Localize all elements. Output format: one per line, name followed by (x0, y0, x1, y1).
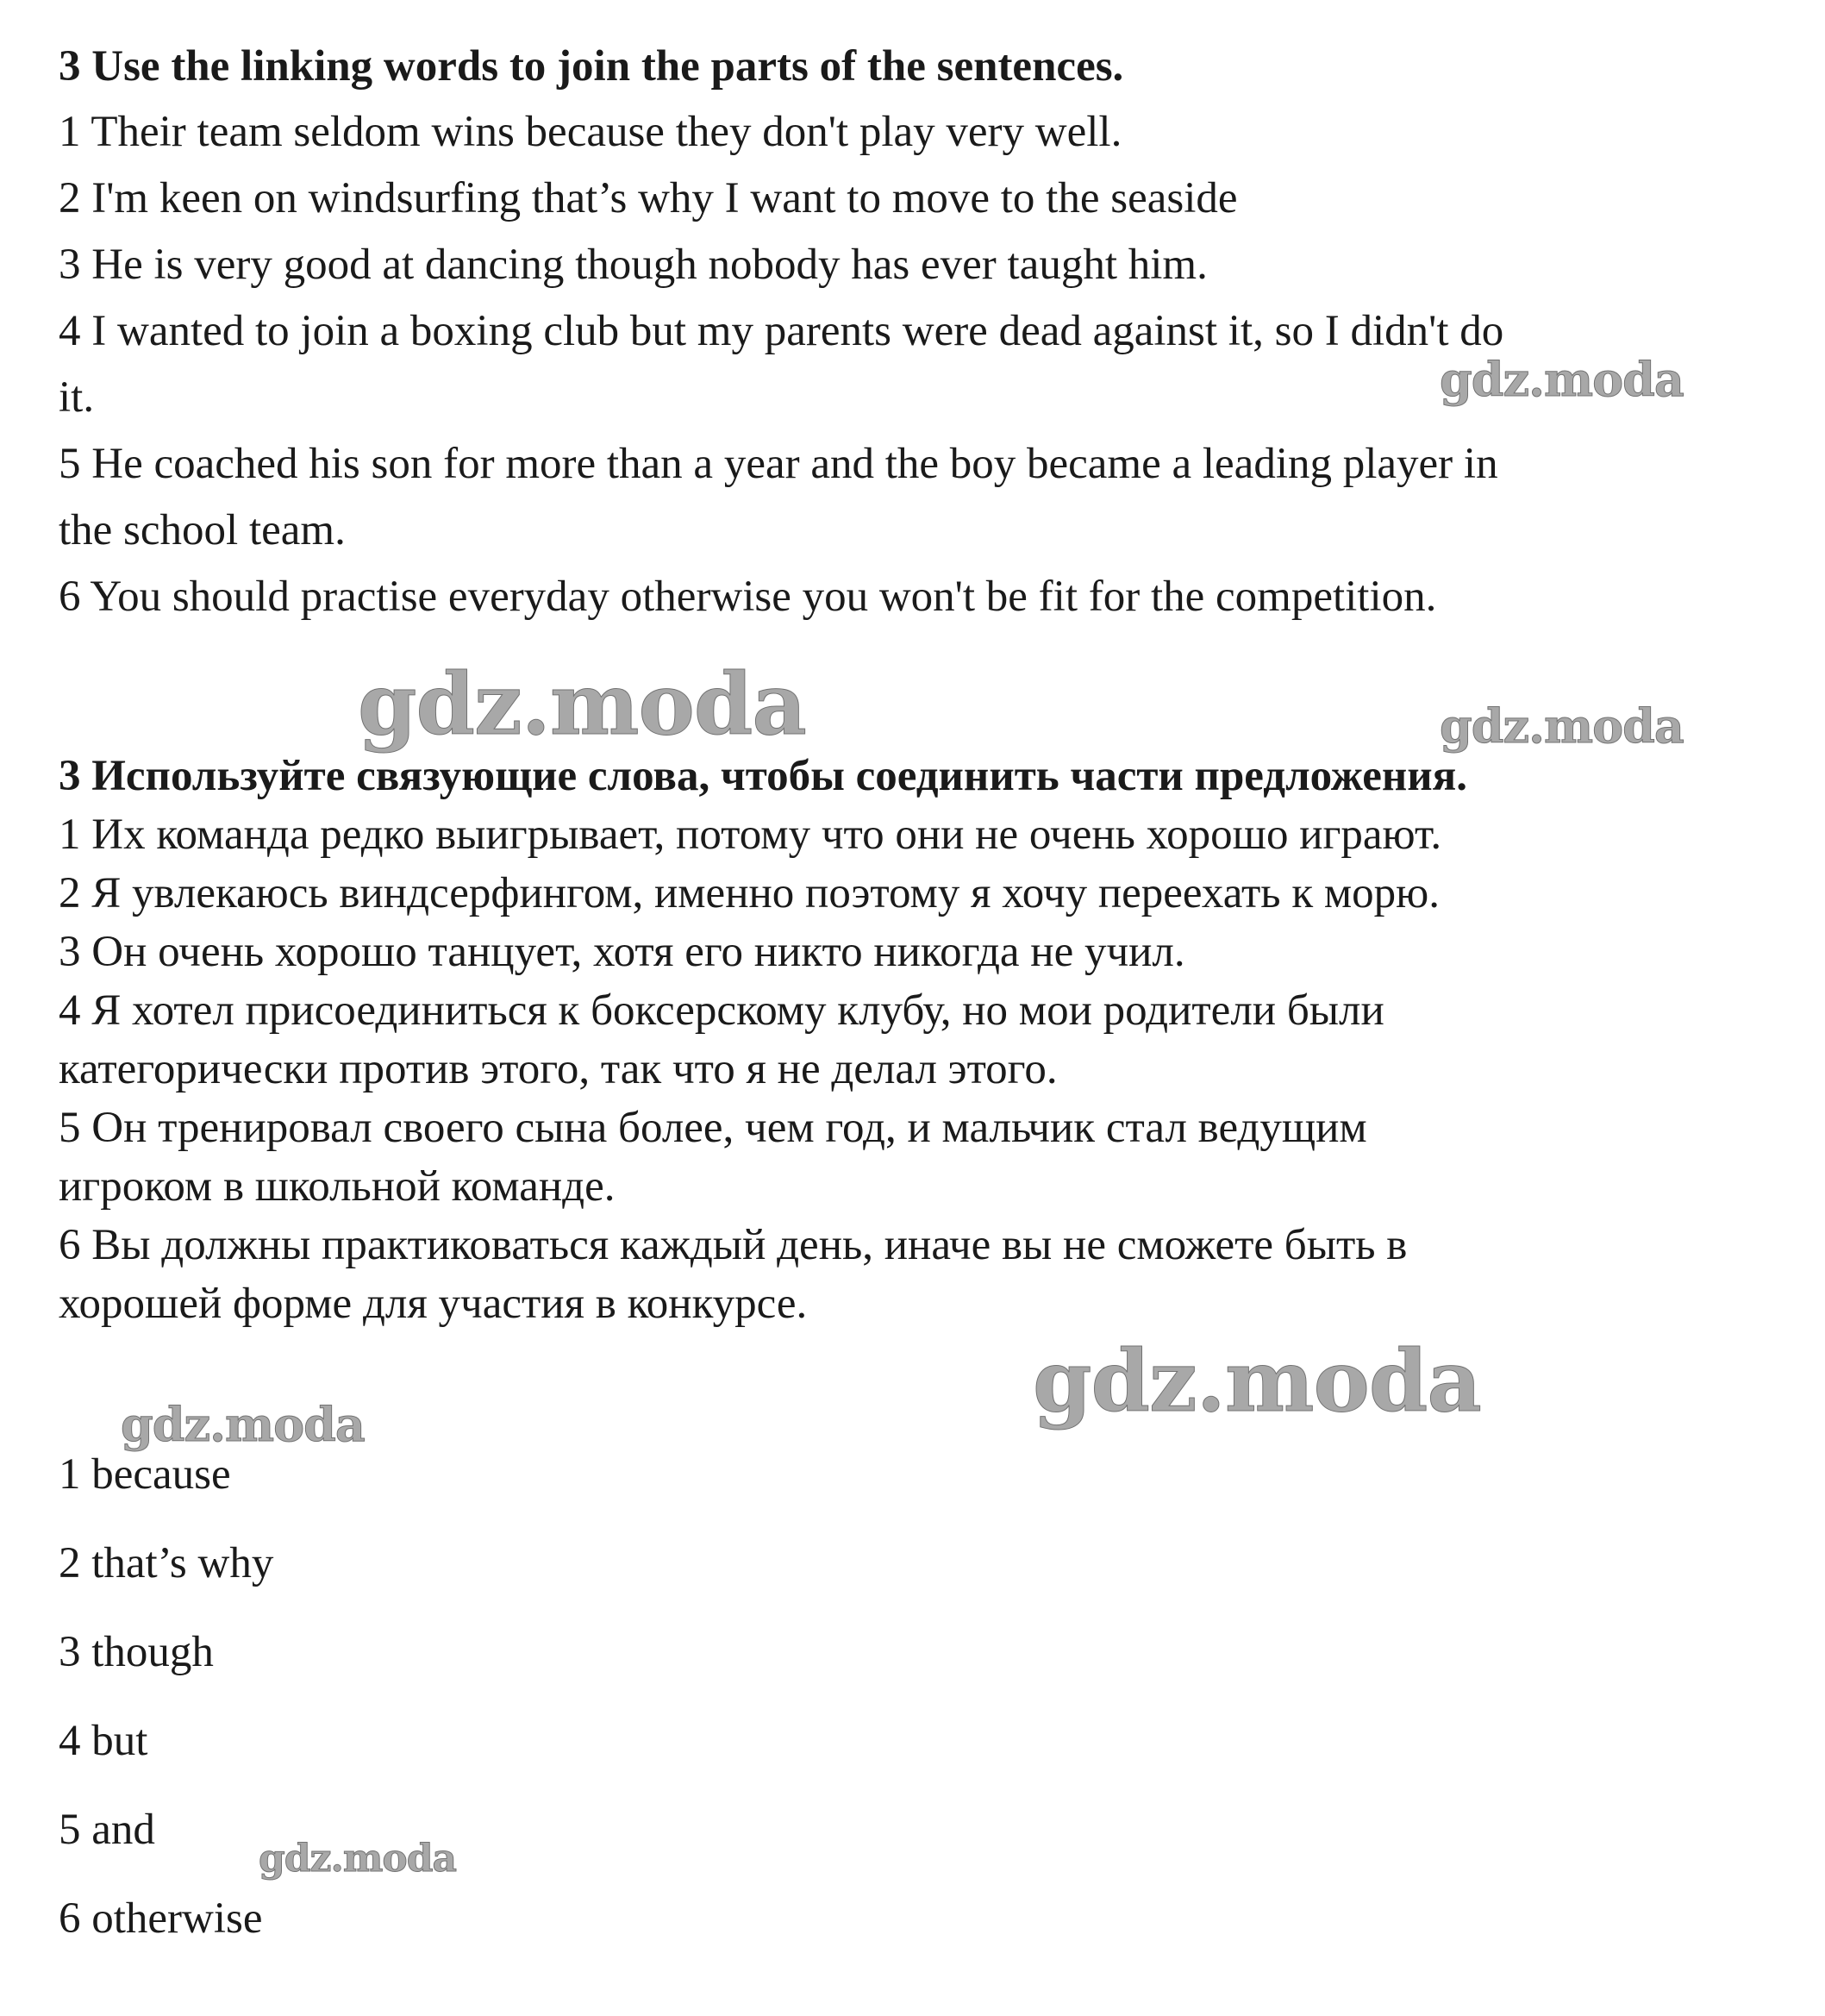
english-line: 5 He coached his son for more than a year and the boy became a leading player in (59, 440, 1498, 488)
answer-item: 3 though (59, 1628, 214, 1676)
watermark: gdz.moda (259, 1837, 457, 1881)
english-heading: 3 Use the linking words to join the parts of the sentences. (59, 42, 1124, 91)
english-line: 2 I'm keen on windsurfing that’s why I want to move to the seaside (59, 174, 1238, 222)
watermark: gdz.moda (1440, 698, 1684, 754)
watermark: gdz.moda (1440, 352, 1684, 407)
watermark: gdz.moda (358, 655, 806, 754)
russian-line: 3 Он очень хорошо танцует, хотя его никто никогда не учил. (59, 928, 1185, 976)
russian-line: хорошей форме для участия в конкурсе. (59, 1280, 808, 1328)
russian-line: 6 Вы должны практиковаться каждый день, иначе вы не сможете быть в (59, 1221, 1408, 1269)
russian-line: 2 Я увлекаюсь виндсерфингом, именно поэтому я хочу переехать к морю. (59, 869, 1440, 917)
english-line: 3 He is very good at dancing though nobody has ever taught him. (59, 241, 1208, 289)
answer-item: 4 but (59, 1717, 148, 1765)
english-line: 6 You should practise everyday otherwise you won't be fit for the competition. (59, 573, 1437, 621)
russian-line: 4 Я хотел присоединиться к боксерскому клубу, но мои родители были (59, 986, 1384, 1035)
answers-section (59, 1449, 1774, 1982)
russian-heading: 3 Используйте связующие слова, чтобы соединить части предложения. (59, 752, 1467, 800)
watermark: gdz.moda (1033, 1332, 1481, 1431)
russian-line: 5 Он тренировал своего сына более, чем год, и мальчик стал ведущим (59, 1104, 1367, 1152)
russian-line: игроком в школьной команде. (59, 1162, 616, 1211)
answer-item: 5 and (59, 1806, 155, 1854)
english-line: the school team. (59, 506, 346, 554)
russian-section (59, 747, 1774, 1333)
russian-line: 1 Их команда редко выигрывает, потому что они не очень хорошо играют. (59, 811, 1442, 859)
russian-line: категорически против этого, так что я не делал этого. (59, 1045, 1058, 1093)
english-line: 1 Their team seldom wins because they don't play very well. (59, 108, 1122, 156)
watermark: gdz.moda (121, 1397, 365, 1452)
answer-item: 2 that’s why (59, 1539, 274, 1587)
answer-item: 6 otherwise (59, 1894, 263, 1943)
english-line: it. (59, 373, 95, 422)
english-section (59, 34, 1774, 630)
english-line: 4 I wanted to join a boxing club but my parents were dead against it, so I didn't do (59, 307, 1504, 355)
answer-item: 1 because (59, 1450, 231, 1499)
